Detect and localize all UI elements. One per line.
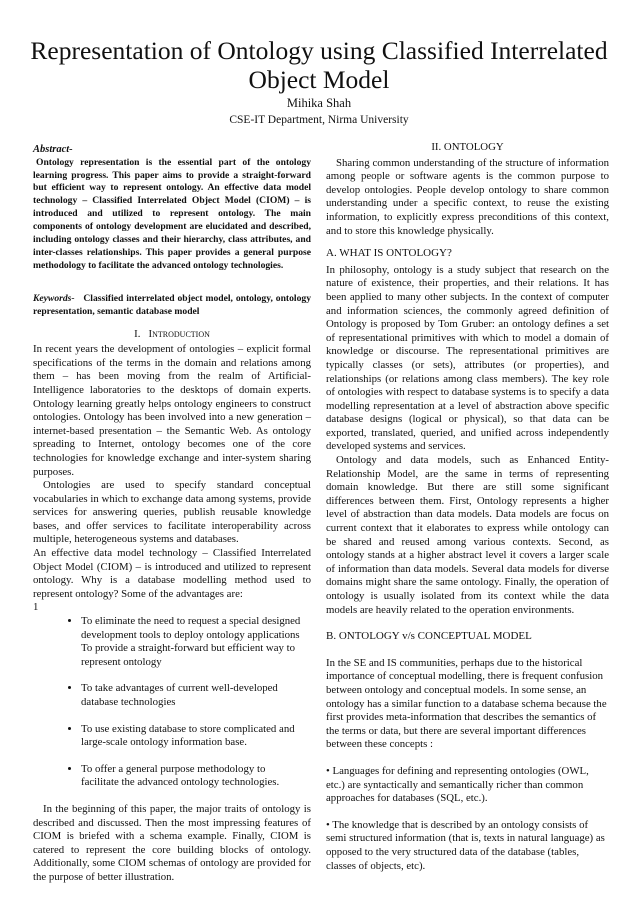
ontology-paragraph-1: Sharing common understanding of the structure of information among people or software agents is the common purpose to develop ontologies. People develop ontology to share common understanding under a specific context, to reuse the existing information, to explicitly express preconditions of this context, and to store this knowledge physically. — [326, 156, 609, 237]
list-item: • To eliminate the need to request a special designed development tools to deploy ontology applications To provide a straight-forward but efficient way to represent ontology — [81, 615, 311, 669]
subsection-a-paragraph-2: Ontology and data models, such as Enhanced Entity-Relationship Model, are the same in terms of representing domain knowledge. But there are still some significant differences between them. First, Ontology represents a higher level of abstraction than data models. Data models are focus on current context that it elaborates to express while ontology can be shared and reused among various contexts. Second, as ontology stands at a higher abstract level it covers a larger scale of information than data models. Several data models for diverse domains might share the same ontology. Finally, the operation of ontology is usually isolated from its context while the data models are heavily related to the operation environments. — [326, 454, 609, 616]
advantages-list — [33, 615, 311, 790]
subsection-a-paragraph-1: In philosophy, ontology is a study subject that research on the nature of existence, their properties, and their relations. It has been applied to many other subjects. In the context of computer and information sciences, the commonly agreed definition of Ontology is proposed by Tom Gruber: an ontology defines a set of representational primitives with which to model a domain of knowledge or discourse. The representational primitives are typically classes (or sets), attributes (or properties), and relationships (or relations among class members). The key role of ontologies with respect to database systems is to specify a data modelling representation at a level of abstraction above specific database designs (logical or physical), so that data can be exported, translated, queried, and unified across independently developed systems and services. — [326, 263, 609, 453]
list-item: • To use existing database to store complicated and large-scale ontology information base. — [81, 723, 311, 750]
ontology-heading: II. ONTOLOGY — [431, 141, 504, 153]
intro-paragraph-3: An effective data model technology – Classified Interrelated Object Model (CIOM) – is introduced and utilized to represent ontology. Why is a database modelling method used to represent ontology? Some of the advantages are: — [33, 547, 311, 600]
right-column — [326, 141, 609, 873]
intro-heading-num: I. — [134, 327, 141, 340]
intro-heading — [33, 328, 311, 342]
intro-paragraph-1: In recent years the development of ontologies – explicit formal specifications of the terms in the domain and relations among them – has been moving from the realm of Artificial-Intelligence laboratories to the desktops of domain experts. Ontology learning greatly helps ontology engineers to construct ontologies. Ontology has been involved into a new generation – internet-based presentation – the Semantic Web. As ontology spreading to Internet, ontology becomes one of the core technologies for knowledge exchange and inter-system sharing purposes. — [33, 343, 311, 478]
list-marker: 1 — [33, 601, 39, 614]
keywords-label: Keywords- — [33, 292, 75, 304]
subsection-b-paragraph-1: In the SE and IS communities, perhaps due to the historical importance of conceptual modelling, there is frequent confusion between ontology and conceptual models. In some sense, an ontology has a similar function to a database schema because the first provides meta-information that describes the semantics of the terms or data, but there are several important differences between these concepts : — [326, 656, 607, 751]
intro-paragraph-4: In the beginning of this paper, the major traits of ontology is described and discussed. Then the most impressing features of CIOM is briefed with a schema example. Finally, CIOM is catered to represent the core building blocks of ontology. Additionally, some CIOM schemas of ontology are provided for the purpose of better illustration. — [33, 802, 311, 883]
list-item: • To take advantages of current well-developed database technologies — [81, 682, 311, 709]
abstract-text: Ontology representation is the essential part of the ontology learning progress. This paper aims to provide a straight-forward but efficient way to represent ontology. An effective data model technology – Classified Interrelated Object Model (CIOM) – is introduced and utilized to represent ontology. The main components of ontology development are elucidated and described, including ontology classes and their hierarchy, class attributes, and inter-classes relationships. This paper provides a general purpose methodology to facilitate the advanced ontology technologies. — [33, 156, 311, 271]
keywords — [33, 293, 311, 319]
paper-title: Representation of Ontology using Classified Interrelated Object Model — [30, 36, 608, 94]
list-item: • To offer a general purpose methodology to facilitate the advanced ontology technologies. — [81, 763, 311, 790]
author-affiliation: CSE-IT Department, Nirma University — [229, 114, 409, 126]
left-column — [33, 141, 311, 885]
abstract-label: Abstract- — [33, 144, 73, 155]
intro-heading-text: Introduction — [148, 327, 210, 340]
subsection-b-bullet-2: • The knowledge that is described by an ontology consists of semi structured information (that is, texts in natural language) as opposed to the very structured data of the database (tables, classes of objects, etc). — [326, 818, 605, 872]
intro-paragraph-2: Ontologies are used to specify standard conceptual vocabularies in which to exchange data among systems, provide services for answering queries, publish reusable knowledge bases, and offer services to facilitate interoperability across multiple, heterogeneous systems and databases. — [33, 479, 311, 546]
author-name: Mihika Shah — [286, 96, 352, 110]
subsection-b-heading: B. ONTOLOGY v/s CONCEPTUAL MODEL — [326, 630, 532, 643]
subsection-b-bullet-1: • Languages for defining and representing ontologies (OWL, etc.) are syntactically and semantically richer than common approaches for databases (SQL, etc.). — [326, 764, 589, 805]
subsection-a-heading: A. WHAT IS ONTOLOGY? — [326, 247, 452, 260]
keywords-text: Classified interrelated object model, ontology, ontology representation, semantic database model — [33, 292, 311, 317]
